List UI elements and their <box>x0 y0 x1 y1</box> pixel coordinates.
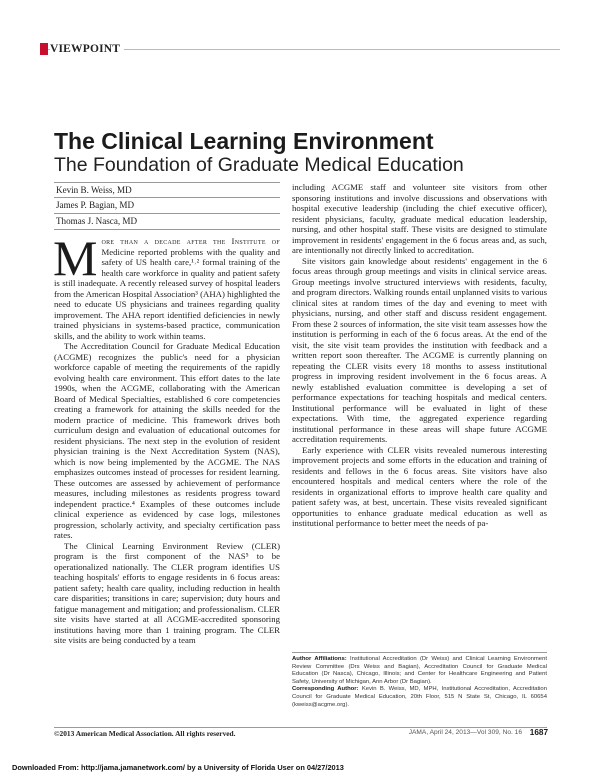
download-suffix: by a University of Florida User on 04/27/2013 <box>186 763 344 772</box>
section-header <box>40 40 560 58</box>
affiliations-text: Institutional Accreditation (Dr Weiss) and Clinical Learning Environment Review Committee (Drs Weiss and Bagian), Accreditation Council for Graduate Medical Education (Dr Nasca), Chicago, Illinois; and Center for Healthcare Engineering and Patient Safety, University of Michigan, Ann Arbor (Dr Bagian). <box>292 656 547 685</box>
paragraph-text: Medicine reported problems with the quality and safety of US health care,¹˒² formal training of the health care workforce in quality and patient safety is still inadequate. A recently released survey of hospital leaders from the American Hospital Association³ (AHA) highlighted the need to educate US physicians and trainees regarding quality improvement. The AHA report identified deficiencies in newly trained physicians in systems-based practice, communication skills, and the ability to work within teams. <box>54 246 280 341</box>
footer-rule <box>54 727 547 728</box>
body-paragraph: including ACGME staff and volunteer site visitors from other sponsoring institutions and involve discussions and observations with hospital executive leadership (including the chief executive officer), resident physicians, faculty, graduate medical education leadership, nursing, and other hospital staff. These visits are designed to stimulate improvement in residents' engagement in the 6 focus areas and, as such, are intentionally not directly linked to accreditation. <box>292 182 547 255</box>
affiliations-label: Author Affiliations: <box>292 656 347 662</box>
body-paragraph <box>53 230 280 341</box>
download-prefix: Downloaded From: <box>12 763 79 772</box>
body-paragraph: The Clinical Learning Environment Review (CLER) program is the first component of the NAS⁵ to be operationalized nationally. The CLER program identifies US teaching hospitals' efforts to engage residents in 6 focus areas: patient safety; health care quality, including reduction in health care disparities; transitions in care; supervision; duty hours and fatigue management and mitigation; and professionalism. CLER site visits have started at all ACGME-accredited sponsoring institutions having more than 1 training program. The CLER site visits are being conducted by a team <box>54 540 280 645</box>
download-link[interactable]: http://jama.jamanetwork.com/ <box>81 763 185 772</box>
body-paragraph: Early experience with CLER visits revealed numerous interesting improvement projects and some efforts in the education and training of residents and fellows in the 6 focus areas. Site visitors have also encountered hospitals and medical centers where the role of the residents in organizational efforts to improve health care quality and patient safety was, at best, uncertain. These visits revealed significant opportunities to enhance graduate medical education as well as institutional performance to better meet the needs of pa- <box>292 444 547 528</box>
corresponding-label: Corresponding Author: <box>292 686 359 693</box>
page-number: 1687 <box>529 728 548 737</box>
affiliations-rule <box>292 652 547 653</box>
section-color-block <box>40 43 48 55</box>
author-list <box>54 182 280 230</box>
section-label: VIEWPOINT <box>50 42 124 56</box>
dropcap-letter: M <box>53 230 98 286</box>
body-paragraph: The Accreditation Council for Graduate Medical Education (ACGME) recognizes the public's need for a physician workforce capable of meeting the requirements of the rapidly evolving health care environment. This effort dates to the late 1990s, when the ACGME, collaborating with the American Board of Medical Specialties, established 6 core competencies creating a framework for attaining the skills needed for the modern practice of medicine. This framework drives both curriculum design and evaluation of educational outcomes for resident physicians. The next step in the evolution of resident physician training is the Next Accreditation System (NAS), which is now being implemented by the ACGME. The NAS emphasizes outcomes instead of processes for resident learning. These outcomes are assessed by achievement of performance measures, including milestones as residents progress toward independent practice.⁴ Examples of these outcomes include clinical experience as evidenced by case logs, milestones progression, scholarly activity, and specialty certification pass rates. <box>54 341 280 540</box>
article-subtitle: The Foundation of Graduate Medical Education <box>54 154 464 176</box>
body-paragraph: Site visitors gain knowledge about residents' engagement in the 6 focus areas through group meetings and visits in clinical service areas. Group meetings involve structured interviews with residents, faculty, and program directors. Walking rounds entail unplanned visits to various clinical sites at random times of the day and evening to meet with physicians, nursing, and other staff and discuss resident engagement. From these 2 sources of information, the site visit team assesses how the institution is performing in each of the 6 focus areas. At the end of the visit, the site visit team provides the institution with feedback and a written report soon thereafter. The ACGME is currently planning on repeating the CLER visits every 18 months to assess institutional progress in improving resident involvement in the 6 focus areas. A newly established evaluation committee is developing a set of performance expectations for teaching hospitals and medical centers. Institutional performance will be evaluated in light of these expectations. With time, the aggregated experience regarding institutional performance in these areas will shape future ACGME accreditation requirements. <box>292 255 547 444</box>
article-title: The Clinical Learning Environment <box>54 128 434 154</box>
lead-small-caps: ore than a decade after the Institute of <box>101 236 280 246</box>
copyright-notice: ©2013 American Medical Association. All rights reserved. <box>54 729 236 738</box>
journal-citation: JAMA, April 24, 2013—Vol 309, No. 16 <box>408 729 522 736</box>
author-name: Thomas J. Nasca, MD <box>54 214 280 230</box>
author-name: James P. Bagian, MD <box>54 198 280 214</box>
body-column-right <box>292 182 547 529</box>
author-name: Kevin B. Weiss, MD <box>54 182 280 198</box>
author-affiliations <box>292 656 547 709</box>
download-notice <box>12 763 344 772</box>
body-column-left <box>53 230 280 646</box>
corresponding-text: Kevin B. Weiss, MD, MPH, Institutional Accreditation, Accreditation Council for Graduate Medical Education, 20th Floor, 515 N State St, Chicago, IL 60654 (kweiss@acgme.org). <box>292 686 547 708</box>
